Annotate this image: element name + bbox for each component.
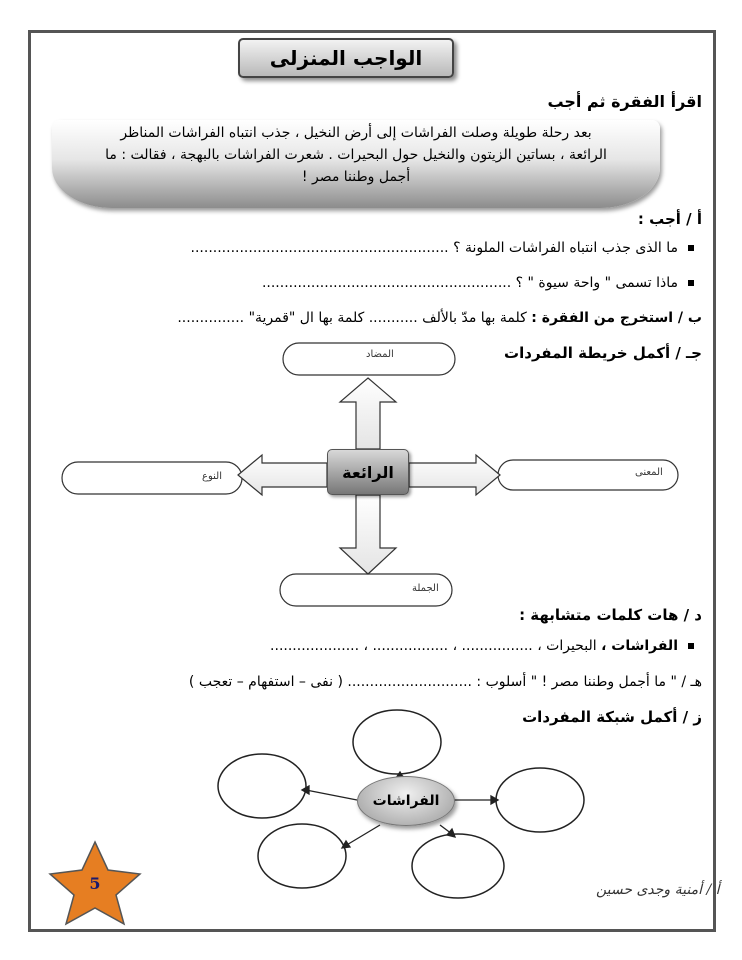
question-2-text: ماذا تسمى " واحة سيوة " ؟ ........................................................ [261,275,678,291]
passage-line-1: بعد رحلة طويلة وصلت الفراشات إلى أرض النخيل ، جذب انتباه الفراشات المناظر [120,125,592,141]
section-a-label: أ / أجب : [637,210,702,228]
section-b-text: كلمة بها مدّ بالألف ........... كلمة بها ال "قمرية" ............... [177,310,527,326]
section-d-word: الفراشات ، [601,638,678,654]
page-title: الواجب المنزلى [238,38,454,78]
section-c-label: جـ / أكمل خريطة المفردات [504,344,702,362]
map-label-bottom: الجملة [412,583,439,594]
arrow-left-icon [238,455,327,495]
question-1-text: ما الذى جذب انتباه الفراشات الملونة ؟ .......................................................... [190,240,678,256]
instruction-heading: اقرأ الفقرة ثم أجب [547,92,702,111]
section-d-line [270,638,694,654]
passage-line-2: الرائعة ، بساتين الزيتون والنخيل حول البحيرات . شعرت الفراشات بالبهجة ، فقالت : ما [105,147,607,163]
section-d-label: د / هات كلمات متشابهة : [519,606,702,624]
map-center-word: الرائعة [327,449,409,495]
arrow-down-icon [340,495,396,574]
arrow-up-icon [340,378,396,449]
section-b-label: ب / استخرج من الفقرة : [531,310,702,326]
bullet-icon [688,643,694,649]
network-oval-bottom-left [258,824,346,888]
section-h-line: هـ / " ما أجمل وطننا مصر ! " أسلوب : ............................ ( نفى – استفهام – تعجب ) [188,674,702,690]
section-z-label: ز / أكمل شبكة المفردات [522,708,702,726]
network-oval-left [218,754,306,818]
network-oval-top [353,710,441,774]
page-number: 5 [89,874,101,893]
network-center-word: الفراشات [357,776,455,826]
map-label-right: المعنى [635,467,663,478]
author-signature: أ / أمنية وجدى حسين [596,882,720,898]
arrow-right-icon [409,455,500,495]
network-oval-bottom-right [412,834,504,898]
map-label-top: المضاد [366,349,394,360]
passage-line-3: أجمل وطننا مصر ! [301,169,411,185]
network-oval-right [496,768,584,832]
map-label-left: النوع [202,471,222,482]
section-d-rest: البحيرات ، ................ ، ................. ، .................... [270,638,597,654]
